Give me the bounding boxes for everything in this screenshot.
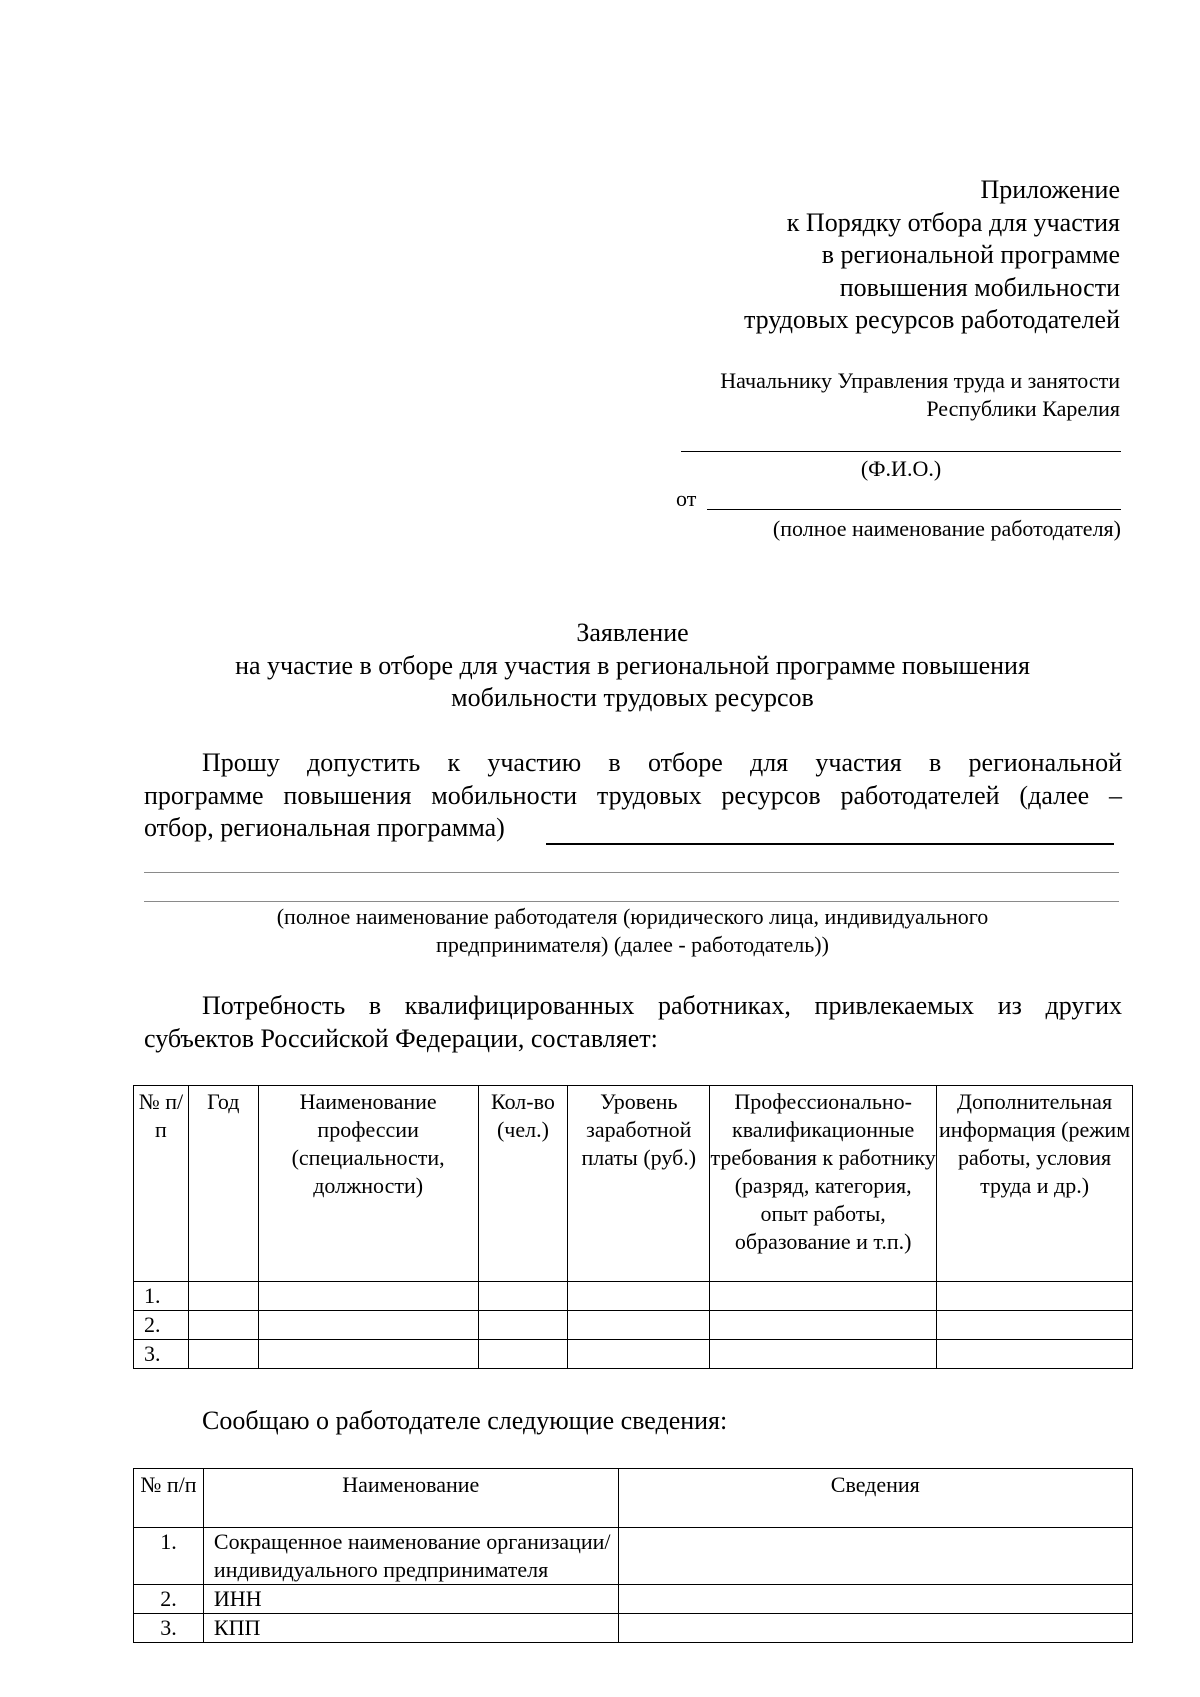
employer-full-name-caption: [100, 903, 1165, 959]
employer-info-table: [133, 1468, 1133, 1643]
table-cell[interactable]: [710, 1311, 937, 1340]
row-number: 3.: [134, 1614, 204, 1643]
caption-line: (полное наименование работодателя (юридического лица, индивидуального: [276, 904, 989, 929]
row-number: 3.: [134, 1340, 189, 1369]
row-value-cell[interactable]: [618, 1585, 1132, 1614]
fio-fill-line[interactable]: [681, 451, 1121, 452]
document-title: [100, 617, 1165, 715]
employer-name-fill-line-3[interactable]: [144, 901, 1119, 902]
table-row: [134, 1340, 1133, 1369]
table-header-additional-info: Дополнительная информация (режим работы, условия труда и др.): [937, 1086, 1133, 1282]
caption-line: предпринимателя) (далее - работодатель)): [436, 932, 829, 957]
request-line: отбор, региональная программа): [144, 813, 505, 842]
table-cell[interactable]: [478, 1282, 568, 1311]
table-cell[interactable]: [188, 1282, 258, 1311]
table-cell[interactable]: [478, 1311, 568, 1340]
table-row: [134, 1282, 1133, 1311]
from-label: от: [676, 486, 697, 511]
table-header-number: № п/п: [134, 1086, 189, 1282]
employer-info-intro: Сообщаю о работодателе следующие сведения:: [202, 1406, 728, 1435]
row-name: Сокращенное наименование организации/индивидуального предпринимателя: [203, 1528, 618, 1585]
row-number: 2.: [134, 1585, 204, 1614]
need-line: субъектов Российской Федерации, составляет:: [144, 1023, 658, 1053]
table-row: [134, 1585, 1133, 1614]
workers-need-table: [133, 1085, 1133, 1369]
appendix-line: к Порядку отбора для участия: [786, 207, 1120, 237]
table-header-year: Год: [188, 1086, 258, 1282]
row-value-cell[interactable]: [618, 1528, 1132, 1585]
appendix-header: [560, 174, 1120, 337]
need-paragraph: [144, 990, 1122, 1055]
table-cell[interactable]: [937, 1311, 1133, 1340]
fio-caption: (Ф.И.О.): [860, 456, 942, 481]
table-cell[interactable]: [937, 1282, 1133, 1311]
need-line: Потребность в квалифицированных работниках, привлекаемых из других: [202, 991, 1122, 1020]
employer-name-fill-line-2[interactable]: [144, 872, 1119, 873]
addressee-block: [560, 367, 1120, 423]
table-cell[interactable]: [710, 1282, 937, 1311]
employer-name-fill-line[interactable]: [546, 843, 1114, 845]
row-number: 1.: [134, 1528, 204, 1585]
table-cell[interactable]: [188, 1311, 258, 1340]
table-header-requirements: Профессионально-квалификационные требования к работнику (разряд, категория, опыт работы, образование и т.п.): [710, 1086, 937, 1282]
row-number: 1.: [134, 1282, 189, 1311]
table-header-salary: Уровень заработной платы (руб.): [568, 1086, 710, 1282]
row-name: КПП: [203, 1614, 618, 1643]
request-line: программе повышения мобильности трудовых ресурсов работодателей (далее –: [144, 780, 1122, 810]
table-cell[interactable]: [258, 1282, 478, 1311]
table-row: [134, 1311, 1133, 1340]
appendix-line: повышения мобильности: [839, 272, 1120, 302]
row-name: ИНН: [203, 1585, 618, 1614]
addressee-line: Республики Карелия: [926, 396, 1120, 421]
table-cell[interactable]: [568, 1340, 710, 1369]
table-row: [134, 1614, 1133, 1643]
employer-fill-line[interactable]: [707, 509, 1121, 510]
table-header-number: № п/п: [134, 1469, 204, 1528]
table-header-count: Кол-во (чел.): [478, 1086, 568, 1282]
table-cell[interactable]: [258, 1311, 478, 1340]
addressee-line: Начальнику Управления труда и занятости: [720, 368, 1120, 393]
row-number: 2.: [134, 1311, 189, 1340]
title-line: Заявление: [576, 618, 689, 647]
table-cell[interactable]: [478, 1340, 568, 1369]
table-header-name: Наименование: [203, 1469, 618, 1528]
table-header-details: Сведения: [618, 1469, 1132, 1528]
table-cell[interactable]: [568, 1311, 710, 1340]
row-value-cell[interactable]: [618, 1614, 1132, 1643]
table-cell[interactable]: [710, 1340, 937, 1369]
table-header-profession: Наименование профессии (специальности, должности): [258, 1086, 478, 1282]
table-cell[interactable]: [188, 1340, 258, 1369]
title-line: мобильности трудовых ресурсов: [451, 683, 814, 712]
appendix-line: трудовых ресурсов работодателей: [744, 305, 1120, 334]
appendix-line: в региональной программе: [821, 240, 1120, 269]
table-cell[interactable]: [258, 1340, 478, 1369]
table-cell[interactable]: [568, 1282, 710, 1311]
employer-caption: (полное наименование работодателя): [772, 516, 1121, 541]
request-paragraph: [144, 747, 1122, 845]
appendix-line: Приложение: [980, 175, 1120, 204]
table-cell[interactable]: [937, 1340, 1133, 1369]
title-line: на участие в отборе для участия в региональной программе повышения: [235, 650, 1030, 680]
table-row: [134, 1528, 1133, 1585]
request-line: Прошу допустить к участию в отборе для участия в региональной: [202, 748, 1122, 777]
